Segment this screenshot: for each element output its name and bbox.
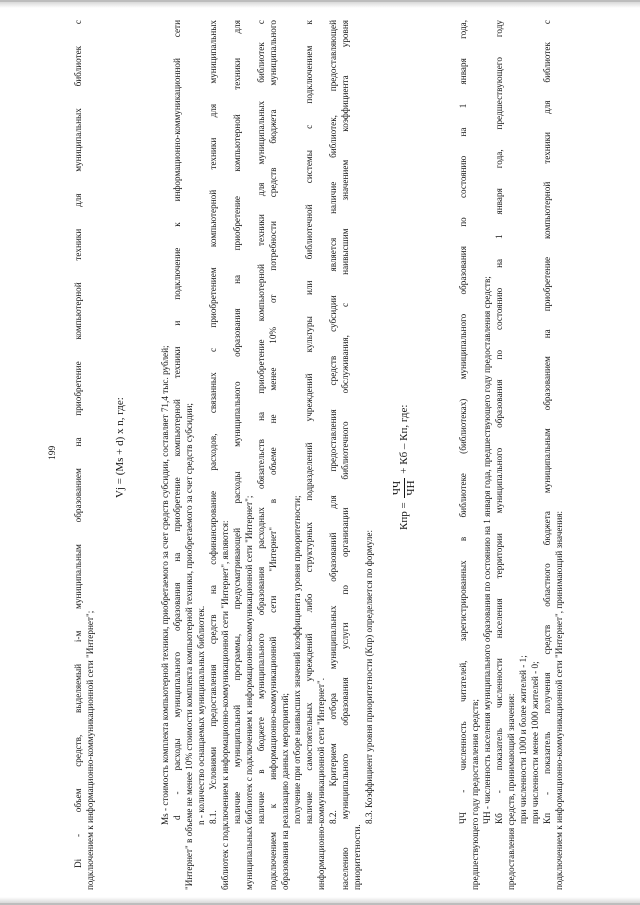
text-line: подключением к информационно-коммуникационной сети "Интернет"; — [85, 610, 95, 890]
formula-kpr-lhs: Кпр = — [398, 502, 411, 530]
text-line: "Интернет" в объеме не менее 10% стоимости комплекта компьютерной техники, приобретаемого за счет средств субсидии; — [184, 403, 194, 890]
text-line: подключением к информационно-коммуникационной сети "Интернет" в объеме не менее 10% от потребности средств бюджета муниципального — [268, 20, 278, 890]
text-line: информационно-коммуникационной сети "Интернет". — [316, 677, 326, 890]
text-line: предшествующего году предоставления средств; — [470, 699, 480, 890]
text-line: n - количество оснащаемых муниципальных библиотек. — [196, 605, 206, 825]
text-line: населению муниципального образования услуги по организации библиотечного обслуживания, с наивысшим значением коэффициента уровня — [340, 20, 350, 890]
text-line: при численности менее 1000 жителей - 0; — [530, 661, 540, 824]
formula-fraction — [391, 478, 418, 497]
text-line: Кб - показатель численности населения территории муниципального образования по состоянию на 1 января года, предшествующего году — [494, 20, 504, 824]
page-number: 199 — [48, 445, 58, 460]
text-line: приоритетности. — [352, 824, 362, 890]
text-line: при численности 1000 и более жителей - 1; — [518, 655, 528, 824]
formula-kpr-rhs: + Кб – Кп, где: — [398, 404, 411, 474]
text-line: предоставления средств, принимающий значения: — [506, 693, 516, 890]
scan-shadow-bottom — [0, 897, 640, 903]
scan-shadow-top — [0, 2, 640, 8]
text-line: 8.3. Коэффициент уровня приоритетности (Кпр) определяется по формуле: — [364, 529, 374, 824]
text-line: наличие в бюджете муниципального образования расходных обязательств на приобретение компьютерной техники для муниципальных библиотек с — [256, 20, 266, 824]
fraction-numerator: ЧЧ — [391, 478, 405, 497]
text-line: наличие муниципальной программы, предусматривающей расходы муниципального образования на приобретение компьютерной техники для — [232, 20, 242, 824]
text-line: наличие самостоятельных учреждений либо структурных подразделений учреждений культуры или библиотечной системы с подключением к — [304, 20, 314, 824]
text-line: d - расходы муниципального образования на приобретение компьютерной техники и подключение к информационно-коммуникационной сети — [172, 20, 182, 820]
fraction-denominator: ЧН — [405, 480, 417, 496]
text-line: Ms - стоимость комплекта компьютерной техники, приобретаемого за счет средств субсидии, составляет 71,4 тыс. рублей; — [160, 345, 170, 825]
text-line: библиотек с подключением к информационно-коммуникационной сети "Интернет", являются: — [220, 520, 230, 890]
text-line: Кп - показатель получения средств областного бюджета муниципальным образованием на приобретение компьютерной техники для библиотек с — [542, 20, 552, 824]
text-line: 8.2. Критерием отбора муниципальных образований для предоставления средств субсидии является наличие библиотек, предоставляющей — [328, 20, 338, 824]
text-line: ЧЧ - численность читателей, зарегистрированных в библиотеке (библиотеках) муниципального образования по состоянию на 1 января года, — [458, 20, 468, 824]
text-line: ЧН - численность населения муниципального образования по состоянию на 1 января года, предшествующего году предоставления средств; — [482, 276, 492, 824]
text-line: 8.1. Условиями предоставления средств на софинансирование расходов, связанных с приобретением компьютерной техники для муниципальных — [208, 20, 218, 824]
text-line: Di - объем средств, выделяемый i-м муниципальным образованием на приобретение компьютерной техники для муниципальных библиотек с — [73, 20, 83, 868]
text-line: получение при отборе наивысших значений коэффициента уровня приоритетности; — [292, 495, 302, 824]
rotated-document-page — [45, 20, 605, 890]
text-line: образования на реализацию данных мероприятий; — [280, 693, 290, 890]
formula-vj: Vj = (Ms + d) x n, где: — [114, 397, 126, 498]
formula-kpr — [391, 405, 418, 530]
text-line: подключением к информационно-коммуникационной сети "Интернет", принимающий значения: — [554, 510, 564, 890]
text-line: муниципальных библиотек с подключением к информационно-коммуникационной сети "Интернет"; — [244, 495, 254, 890]
